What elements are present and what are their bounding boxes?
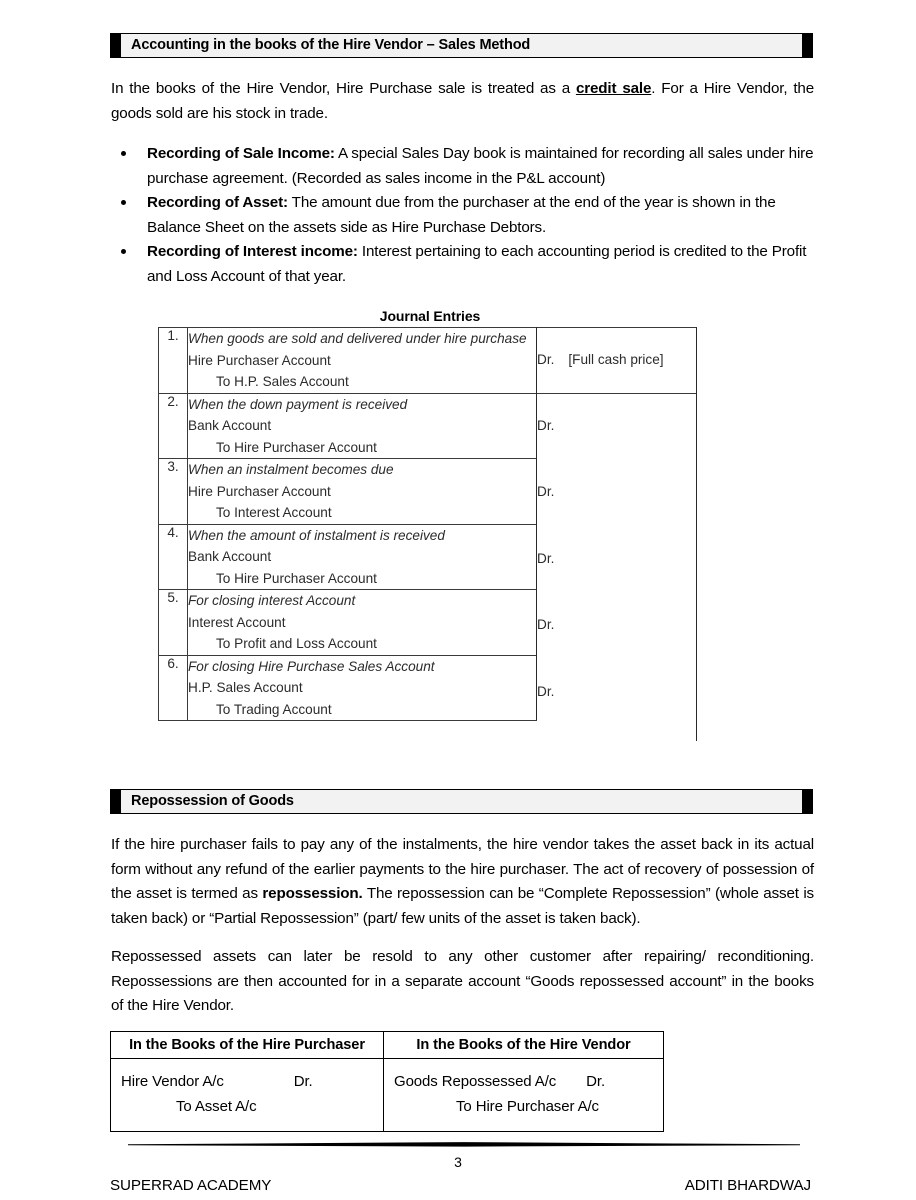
journal-row-entries — [188, 655, 537, 721]
journal-amount: [Full cash price] — [568, 352, 664, 367]
journal-row-number: 3. — [159, 459, 188, 525]
vendor-debit-account: Goods Repossessed A/c — [394, 1073, 557, 1090]
list-item-label: Recording of Interest income: — [147, 243, 358, 260]
journal-row-entries — [188, 393, 537, 459]
list-item-label: Recording of Asset: — [147, 194, 288, 211]
journal-debit-account: Bank Account — [188, 418, 272, 433]
repossession-paragraph-2: Repossessed assets can later be resold to any other customer after repairing/ reconditioning. Repossessions are then accounted for in a separate account “Goods repossessed account” in the books of the Hire Vendor. — [111, 948, 814, 1014]
journal-narration: When an instalment becomes due — [188, 462, 394, 477]
journal-debit-account: Interest Account — [188, 614, 286, 630]
journal-credit-account: To H.P. Sales Account — [216, 374, 349, 389]
list-item — [115, 142, 815, 191]
purchaser-credit-account: To Asset A/c — [176, 1098, 257, 1115]
list-item-text: The amount due from the purchaser at the end of the year is shown in the Balance Sheet on the assets side as Hire Purchase Debtors. — [147, 194, 776, 236]
list-item-text: Interest pertaining to each accounting period is credited to the Profit and Loss Account of that year. — [147, 243, 807, 285]
band-cap-right-icon — [802, 34, 813, 57]
vendor-credit-account: To Hire Purchaser A/c — [456, 1098, 599, 1115]
bullet-dot-icon — [121, 200, 126, 205]
journal-credit-account: To Interest Account — [216, 505, 332, 520]
vendor-dr-label: Dr. — [586, 1073, 606, 1090]
purchaser-entry-line — [121, 1069, 373, 1094]
journal-credit-account: To Trading Account — [216, 701, 332, 717]
list-item-label: Recording of Sale Income: — [147, 145, 335, 162]
footer-academy-name: SUPERRAD ACADEMY — [110, 1177, 272, 1194]
list-item — [115, 191, 815, 240]
intro-text-part1: In the books of the Hire Vendor, Hire Purchase sale is treated as a — [111, 80, 576, 97]
table-row — [159, 393, 698, 459]
repossession-paragraph-1 — [111, 833, 814, 931]
table-row — [159, 328, 698, 394]
list-item — [115, 240, 815, 289]
journal-entries-table — [158, 327, 697, 721]
journal-credit-account: To Hire Purchaser Account — [216, 439, 377, 455]
repossession-text-b: The repossession can be “Complete Repossession” (whole asset is taken back) or “Partial Repossession” (part/ few units of the asset is taken back). — [111, 885, 814, 927]
journal-debit-account: Hire Purchaser Account — [188, 483, 331, 499]
journal-row-entries — [188, 524, 537, 590]
journal-credit-account: To Hire Purchaser Account — [216, 570, 377, 586]
journal-table-right-edge — [696, 327, 697, 741]
journal-row-number: 5. — [159, 590, 188, 656]
journal-dr-column — [537, 393, 698, 721]
intro-paragraph — [111, 77, 814, 126]
journal-narration: When goods are sold and delivered under hire purchase — [188, 331, 527, 346]
column-header-vendor: In the Books of the Hire Vendor — [384, 1032, 664, 1059]
band-cap-left-icon — [110, 34, 121, 57]
purchaser-dr-label: Dr. — [293, 1073, 313, 1090]
section-heading-text: Repossession of Goods — [131, 793, 294, 810]
section-heading-sales-method — [110, 33, 813, 58]
table-row — [111, 1059, 664, 1132]
journal-debit-account: Hire Purchaser Account — [188, 352, 331, 368]
journal-debit-account: H.P. Sales Account — [188, 680, 303, 695]
band-cap-right-icon — [802, 790, 813, 813]
journal-row-entries — [188, 590, 537, 656]
journal-dr-label: Dr. — [537, 417, 555, 433]
credit-sale-emphasis: credit sale — [575, 80, 652, 97]
band-cap-left-icon — [110, 790, 121, 813]
recording-bullet-list — [115, 142, 815, 289]
journal-row-number: 4. — [159, 524, 188, 590]
journal-entries-title: Journal Entries — [379, 308, 481, 324]
section-heading-text: Accounting in the books of the Hire Vendor – Sales Method — [131, 37, 531, 54]
journal-debit-account: Bank Account — [188, 549, 272, 564]
journal-dr-cell — [537, 328, 698, 394]
section-heading-repossession — [110, 789, 813, 814]
journal-row-entries — [188, 459, 537, 525]
journal-row-number: 2. — [159, 393, 188, 459]
journal-dr-label: Dr. — [537, 352, 555, 367]
table-header-row — [111, 1032, 664, 1059]
journal-narration: When the amount of instalment is received — [188, 527, 445, 543]
purchaser-entry-cell — [111, 1059, 384, 1132]
vendor-entry-cell — [384, 1059, 664, 1132]
purchaser-debit-account: Hire Vendor A/c — [121, 1073, 224, 1090]
bullet-dot-icon — [121, 249, 126, 254]
footer-divider — [128, 1141, 800, 1149]
journal-credit-account: To Profit and Loss Account — [216, 636, 377, 651]
books-comparison-table — [110, 1031, 664, 1132]
repossession-bold-term: repossession. — [262, 885, 363, 902]
journal-dr-label: Dr. — [537, 484, 555, 499]
repossession-text-a: If the hire purchaser fails to pay any of the instalments, the hire vendor takes the asset back in its actual form without any refund of the earlier payments to the hire purchaser. The act of recovery of possession of the asset is termed as — [111, 836, 814, 902]
list-item-text: A special Sales Day book is maintained for recording all sales under hire purchase agreement. (Recorded as sales income in the P&L account) — [147, 145, 814, 187]
journal-narration: For closing interest Account — [188, 593, 356, 608]
page-number: 3 — [454, 1154, 462, 1170]
footer-author-name: ADITI BHARDWAJ — [684, 1177, 811, 1194]
journal-row-number: 6. — [159, 655, 188, 721]
journal-dr-label: Dr. — [537, 550, 555, 566]
journal-row-number: 1. — [159, 328, 188, 394]
journal-narration: When the down payment is received — [188, 396, 408, 412]
journal-narration: For closing Hire Purchase Sales Account — [188, 658, 435, 674]
bullet-dot-icon — [121, 151, 126, 156]
intro-text-part2: . For a Hire Vendor, the goods sold are his stock in trade. — [111, 80, 814, 122]
vendor-entry-line — [394, 1069, 653, 1094]
journal-dr-label: Dr. — [537, 617, 555, 632]
journal-dr-label: Dr. — [537, 683, 555, 699]
journal-row-entries — [188, 328, 537, 394]
column-header-purchaser: In the Books of the Hire Purchaser — [111, 1032, 384, 1059]
